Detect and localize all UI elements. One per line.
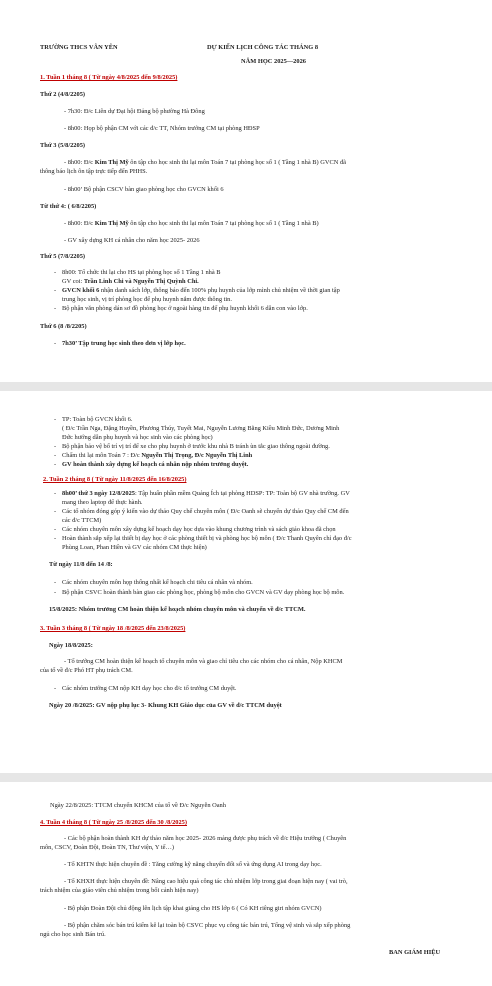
schedule-item: Ngày 22/8/2025: TTCM chuyển KHCM của tổ về Đ/c Nguyễn Oanh bbox=[50, 802, 226, 809]
schedule-item: - Bộ phận chăm sóc bán trú kiểm kê lại toàn bộ CSVC phục vụ công tác bán trú, Tổng vệ sinh và sắp xếp phòng bbox=[64, 922, 351, 929]
schedule-item: GVCN khối 6 nhận danh sách lớp, thông báo đến 100% phụ huynh của lớp mình chủ nhiệm về thời gian tập bbox=[62, 287, 340, 294]
bullet: - bbox=[54, 508, 57, 515]
schedule-item: - Tổ trưởng CM hoàn thiện kế hoạch tổ chuyên môn và giao chỉ tiêu cho các nhóm cho cá nhân, Nộp KHCM bbox=[64, 658, 343, 665]
day-heading: Thứ 6 (8 /8/2205) bbox=[40, 323, 87, 330]
bullet: - bbox=[54, 526, 57, 533]
document-title: DỰ KIẾN LỊCH CÔNG TÁC THÁNG 8 bbox=[207, 44, 319, 51]
schedule-item: Bộ phận bảo vệ bố trí vị trí để xe cho phụ huynh ở trước khu nhà B tránh ùn tắc giao thông ngoài đường. bbox=[62, 443, 330, 450]
bullet: - bbox=[54, 269, 57, 276]
date-heading: Từ ngày 11/8 đến 14 /8: bbox=[49, 561, 113, 568]
schedule-item: Các nhóm chuyên môn họp thống nhất kế hoạch chi tiêu cá nhân và nhóm. bbox=[62, 579, 253, 586]
bullet: - bbox=[54, 579, 57, 586]
bullet: - bbox=[54, 685, 57, 692]
bullet: - bbox=[54, 490, 57, 497]
week-2-heading: 2. Tuần 2 tháng 8 ( Từ ngày 11/8/2025 đến 16/8/2025) bbox=[43, 476, 187, 483]
schedule-item: Hoàn thành sắp xếp lại thiết bị dạy học ở các phòng thiết bị và phòng học bộ môn ( Đ/c Thanh Quyên chỉ đạo đ/c bbox=[62, 535, 352, 542]
schedule-item: GV coi: Trần Linh Chi và Nguyễn Thị Quỳnh Chi. bbox=[62, 278, 199, 285]
schedule-item-cont: thông báo lịch ôn tập trực tiếp đến PHHS. bbox=[40, 168, 148, 175]
school-name: TRƯỜNG THCS VÂN YÊN bbox=[40, 44, 118, 51]
bullet: - bbox=[54, 452, 57, 459]
schedule-item-cont: trách nhiệm của giáo viên chủ nhiệm trong bối cảnh hiện nay) bbox=[40, 887, 199, 894]
bullet: - bbox=[54, 287, 57, 294]
schedule-item: - Tổ KHTN thực hiện chuyên đề : Tăng cường kỹ năng chuyển đổi số và ứng dụng AI trong dạy học. bbox=[64, 861, 322, 868]
bullet: - bbox=[54, 535, 57, 542]
schedule-item: 8h00: Tổ chức thi lại cho HS tại phòng học số 1 Tầng 1 nhà B bbox=[62, 269, 221, 276]
schedule-item: 7h30’ Tập trung học sinh theo đơn vị lớp học. bbox=[62, 340, 186, 347]
schedule-item-cont: môn, CSCV, Đoàn Đội, Đoàn TN, Thư viện, Y tế…) bbox=[40, 844, 174, 851]
bullet: - bbox=[54, 305, 57, 312]
schedule-item-cont: của tổ về đ/c Phó HT phụ trách CM. bbox=[40, 667, 133, 674]
schedule-item: Các nhóm trưởng CM nộp KH dạy học cho đ/c tổ trưởng CM duyệt. bbox=[62, 685, 237, 692]
schedule-item-cont: các đ/c TTCM) bbox=[62, 517, 102, 524]
schedule-item: Chấm thi lại môn Toán 7 : Đ/c Nguyễn Thị Trọng, Đ/c Nguyễn Thị Linh bbox=[62, 452, 253, 459]
schedule-item-cont: trung học sinh, vị trí phòng học để phụ huynh nắm được thông tin. bbox=[62, 296, 232, 303]
bullet: - bbox=[54, 589, 57, 596]
schedule-item: TP: Toàn bộ GVCN khối 6. bbox=[62, 416, 133, 423]
day-heading: Thứ 3 (5/8/2205) bbox=[40, 142, 86, 149]
schedule-item: Bộ phận văn phòng dán sơ đồ phòng học ở ngoài hàng tin để phụ huynh khối 6 dẫn con vào lớp. bbox=[62, 305, 308, 312]
schedule-item-cont: Đức hướng dẫn phụ huynh và học sinh vào các phòng học) bbox=[62, 434, 213, 441]
schedule-item: Bộ phận CSVC hoàn thành bàn giao các phòng học, phòng bộ môn cho GVCN và GV dạy phòng học bộ môn. bbox=[62, 589, 345, 596]
week-1-heading: 1. Tuần 1 tháng 8 ( Từ ngày 4/8/2025 đến 9/8/2025) bbox=[40, 74, 178, 81]
schedule-item: - Bộ phận Đoàn Đội chủ động lên lịch tập khai giảng cho HS lớp 6 ( Có KH riêng giri nhóm GVCN) bbox=[64, 905, 322, 912]
schedule-item: - 7h30: Đ/c Liên dự Đại hội Đảng bộ phường Hà Đông bbox=[64, 108, 205, 115]
schedule-item: 8h00’ thứ 3 ngày 12/8/2025: Tập huấn phần mềm Quảng Ích tại phòng HDSP: TP: Toàn bộ GV nhà trường. GV bbox=[62, 490, 350, 497]
schedule-item-cont: ( Đ/c Trần Nga, Đặng Huyền, Phương Thúy, Tuyết Mai, Nguyễn Lương Bằng Kiều Minh Đức, Dương Minh bbox=[62, 425, 340, 432]
document-page-2 bbox=[0, 391, 492, 773]
signature-label: BAN GIÁM HIỆU bbox=[389, 949, 441, 956]
day-heading: Từ thứ 4: ( 6/8/2205) bbox=[40, 203, 97, 210]
document-page-3 bbox=[0, 782, 492, 986]
schedule-item: Các nhóm chuyên môn xây dựng kế hoạch dạy học dựa vào khung chương trình và sách giáo khoa đã chọn bbox=[62, 526, 336, 533]
schedule-item: - 8h00’ Bộ phận CSCV bàn giao phòng học cho GVCN khối 6 bbox=[64, 186, 224, 193]
schedule-item: 15/8/2025: Nhóm trưởng CM hoàn thiện kế hoạch nhóm chuyên môn và chuyển về đ/c TTCM. bbox=[49, 606, 306, 613]
document-page-1 bbox=[0, 0, 492, 382]
schedule-item: - 8h00: Đ/c Kim Thị Mỹ ôn tập cho học sinh thi lại môn Toán 7 tại phòng học số 1 ( Tầng 1 nhà B) bbox=[64, 220, 319, 227]
schedule-item: GV hoàn thành xây dựng kế hoạch cá nhân nộp nhóm trưởng duyệt. bbox=[62, 461, 249, 468]
schedule-item: - GV xây dựng KH cá nhân cho năm học 2025- 2026 bbox=[64, 237, 200, 244]
week-3-heading: 3. Tuần 3 tháng 8 ( Từ ngày 18 /8/2025 đến 23/8/2025) bbox=[40, 625, 186, 632]
bullet: - bbox=[54, 443, 57, 450]
day-heading: Thứ 2 (4/8/2205) bbox=[40, 91, 86, 98]
bullet: - bbox=[54, 416, 57, 423]
schedule-item: - Các bộ phận hoàn thành KH dự thảo năm học 2025- 2026 mảng được phụ trách về đ/c Hiệu trưởng ( Chuyên bbox=[64, 835, 347, 842]
bullet: - bbox=[54, 461, 57, 468]
schedule-item-cont: Phùng Loan, Phan Hiền và GV các nhóm CM thực hiện) bbox=[62, 544, 207, 551]
schedule-item: - Tổ KHXH thực hiện chuyên đề: Nâng cao hiệu quả công tác chủ nhiệm lớp trong giai đoạn hiện nay ( vai trò, bbox=[64, 878, 348, 885]
day-heading: Thứ 5 (7/8/2205) bbox=[40, 253, 86, 260]
week-4-heading: 4. Tuần 4 tháng 8 ( Từ ngày 25 /8/2025 đến 30 /8/2025) bbox=[40, 819, 188, 826]
school-year: NĂM HỌC 2025—2026 bbox=[241, 58, 306, 65]
schedule-item-cont: mang theo laptop để thực hành. bbox=[62, 499, 143, 506]
schedule-item: - 8h00: Họp bộ phận CM với các đ/c TT, Nhóm trưởng CM tại phòng HĐSP bbox=[64, 125, 260, 132]
bullet: - bbox=[54, 340, 57, 347]
date-heading: Ngày 18/8/2025: bbox=[49, 642, 93, 649]
schedule-item: Ngày 20 /8/2025: GV nộp phụ lục 3- Khung KH Giáo dục của GV về đ/c TTCM duyệt bbox=[49, 702, 282, 709]
schedule-item-cont: ngủ cho học sinh Bán trú. bbox=[40, 931, 106, 938]
schedule-item: Các tổ nhóm đóng góp ý kiến vào dự thảo Quy chế chuyên môn ( Đ/c Oanh sẽ chuyển dự thảo Quy chế CM đến bbox=[62, 508, 349, 515]
schedule-item: - 8h00: Đ/c Kim Thị Mỹ ôn tập cho học sinh thi lại môn Toán 7 tại phòng học số 1 ( Tầng 1 nhà B) GVCN đã bbox=[64, 159, 346, 166]
